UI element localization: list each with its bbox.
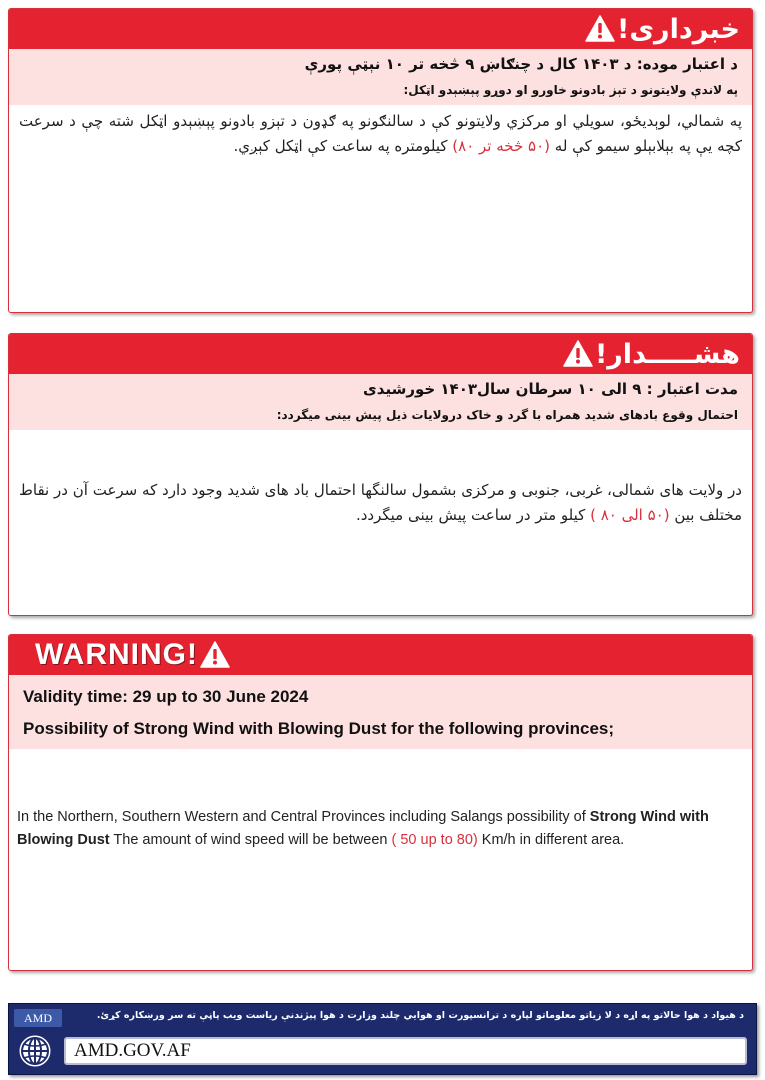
pashto-info-band — [9, 49, 752, 105]
warning-triangle-icon — [585, 15, 615, 43]
english-body-middle: The amount of wind speed will be between — [109, 832, 392, 848]
dari-body — [9, 478, 752, 528]
english-warning-panel — [8, 634, 753, 971]
pashto-title: خبرداری! — [617, 13, 740, 45]
pashto-body — [9, 109, 752, 159]
warning-triangle-icon — [200, 641, 230, 669]
globe-icon — [15, 1032, 55, 1070]
dari-title: هشـــــدار! — [594, 338, 740, 370]
website-url[interactable]: AMD.GOV.AF — [64, 1037, 747, 1065]
footer-banner — [8, 1003, 757, 1075]
english-header — [9, 635, 752, 675]
footer-notice: د هیواد د هوا حالاتو په اړه د لا زیاتو معلوماتو لپاره د ترانسپورت او هوایي چلند وزارت د هوا پېژندنې ریاست ویب پاڼې ته سر ورښکاره کړئ. — [96, 1010, 744, 1021]
pashto-speed-range: (۵۰ څخه تر ۸۰) — [452, 137, 551, 155]
dari-speed-range: (۵۰ الی ۸۰ ) — [590, 506, 670, 524]
pashto-subheading: په لاندې ولایتونو د تېز بادونو خاورو او دوړو پېښېدو اټکل: — [403, 83, 738, 97]
dari-subheading: احتمال وقوع بادهای شدید همراه با گرد و خاک درولایات ذیل پیش بینی میگردد: — [276, 408, 738, 422]
pashto-validity: د اعتبار موده: د ۱۴۰۳ کال د چنګاښ ۹ څخه تر ۱۰ نېټې پورې — [304, 55, 738, 73]
english-title: WARNING! — [35, 638, 198, 671]
dari-body-end: کیلو متر در ساعت پیش بینی میگردد. — [355, 506, 591, 524]
english-body — [9, 806, 752, 852]
amd-badge: AMD — [14, 1009, 62, 1027]
english-body-end: Km/h in different area. — [477, 832, 625, 848]
pashto-warning-panel — [8, 8, 753, 313]
dari-validity: مدت اعتبار : ۹ الی ۱۰ سرطان سال۱۴۰۳ خورشیدی — [363, 380, 738, 398]
english-validity: Validity time: 29 up to 30 June 2024 — [23, 687, 309, 706]
pashto-body-text: په شمالي، لوېدیځو، سویلي او مرکزي ولایتونو کې د سالنګونو په ګډون د تېزو بادونو پېښېدو اټکل شته چې د سرعت کچه یې په بېلابېلو سیمو کې له — [19, 112, 742, 155]
english-body-text: In the Northern, Southern Western and Central Provinces including Salangs possibility of — [17, 809, 590, 825]
warning-triangle-icon — [563, 340, 593, 368]
dari-body-text: در ولایت های شمالی، غربی، جنوبی و مرکزی بشمول سالنگها احتمال باد های شدید وجود دارد که سرعت آن در نقاط مختلف بین — [19, 481, 742, 524]
english-subheading: Possibility of Strong Wind with Blowing Dust for the following provinces; — [23, 719, 615, 738]
english-speed-range: ( 50 up to 80) — [391, 832, 478, 848]
dari-info-band — [9, 374, 752, 430]
pashto-header — [9, 9, 752, 49]
english-info-band — [9, 675, 752, 749]
dari-header — [9, 334, 752, 374]
dari-warning-panel — [8, 333, 753, 616]
pashto-body-end: کیلومتره په ساعت کې اټکل کېږي. — [233, 137, 453, 155]
english-body-bold: Strong Wind with Blowing Dust — [17, 809, 709, 848]
